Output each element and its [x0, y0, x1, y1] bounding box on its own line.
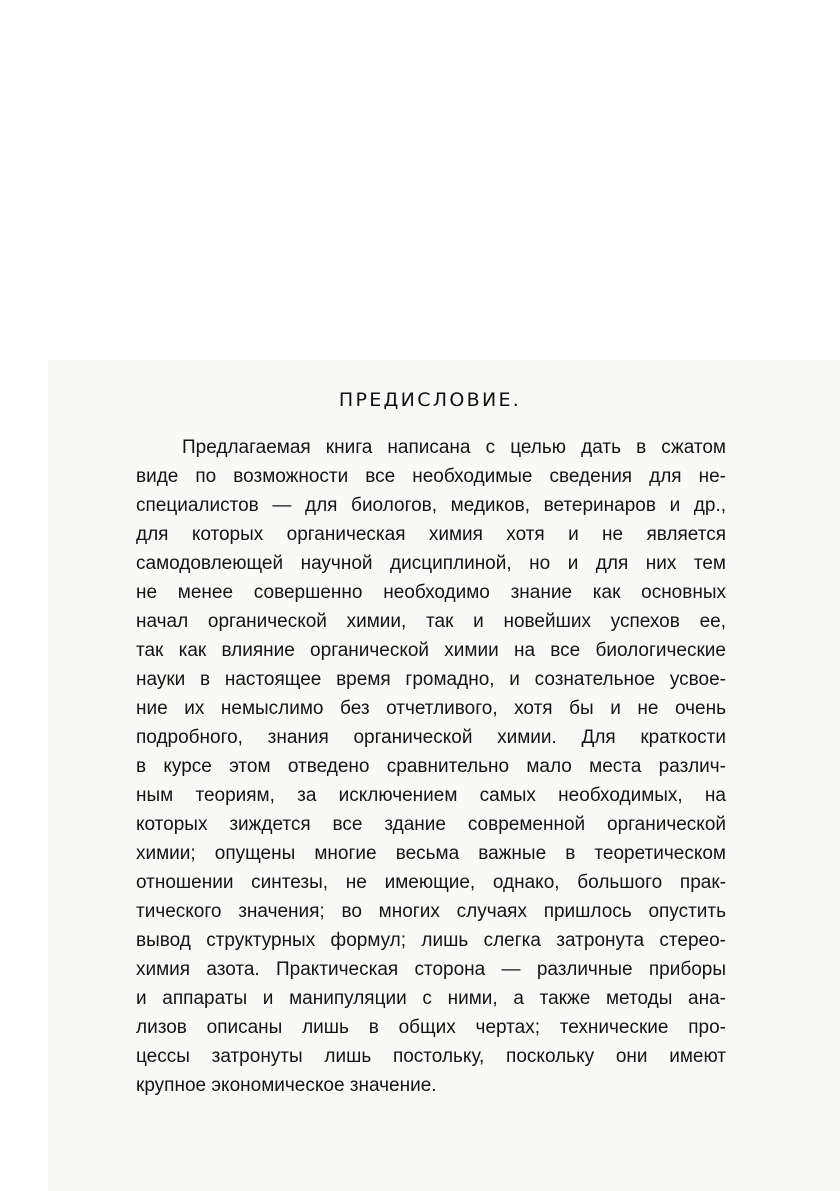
text-line: лизов описаны лишь в общих чертах; технические про-	[136, 1017, 726, 1038]
text-line: науки в настоящее время громадно, и сознательное усвое-	[136, 669, 726, 690]
text-line: ным теориям, за исключением самых необходимых, на	[136, 785, 726, 806]
text-line: ние их немыслимо без отчетливого, хотя бы и не очень	[136, 698, 726, 719]
text-line: и аппараты и манипуляции с ними, а также методы ана-	[136, 988, 726, 1009]
text-line: начал органической химии, так и новейших успехов ее,	[136, 611, 726, 632]
text-line: в курсе этом отведено сравнительно мало места различ-	[136, 756, 726, 777]
text-line: химия азота. Практическая сторона — различные приборы	[136, 959, 726, 980]
text-line: Предлагаемая книга написана с целью дать в сжатом	[182, 437, 726, 458]
text-line: самодовлеющей научной дисциплиной, но и для них тем	[136, 553, 726, 574]
text-line: виде по возможности все необходимые сведения для не-	[136, 466, 726, 487]
text-line: цессы затронуты лишь постольку, поскольку они имеют	[136, 1046, 726, 1067]
text-line: для которых органическая химия хотя и не является	[136, 524, 726, 545]
text-line: которых зиждется все здание современной органической	[136, 814, 726, 835]
text-line: тического значения; во многих случаях пришлось опустить	[136, 901, 726, 922]
text-line: специалистов — для биологов, медиков, ветеринаров и др.,	[136, 495, 726, 516]
text-line: вывод структурных формул; лишь слегка затронута стерео-	[136, 930, 726, 951]
page-title: ПРЕДИСЛОВИЕ.	[338, 389, 522, 411]
text-line: крупное экономическое значение.	[136, 1075, 437, 1096]
text-line: не менее совершенно необходимо знание как основных	[136, 582, 726, 603]
text-line: так как влияние органической химии на все биологические	[136, 640, 726, 661]
text-line: отношении синтезы, не имеющие, однако, большого прак-	[136, 872, 726, 893]
preface-text	[136, 433, 726, 1100]
text-line: химии; опущены многие весьма важные в теоретическом	[136, 843, 726, 864]
text-line: подробного, знания органической химии. Для краткости	[136, 727, 726, 748]
